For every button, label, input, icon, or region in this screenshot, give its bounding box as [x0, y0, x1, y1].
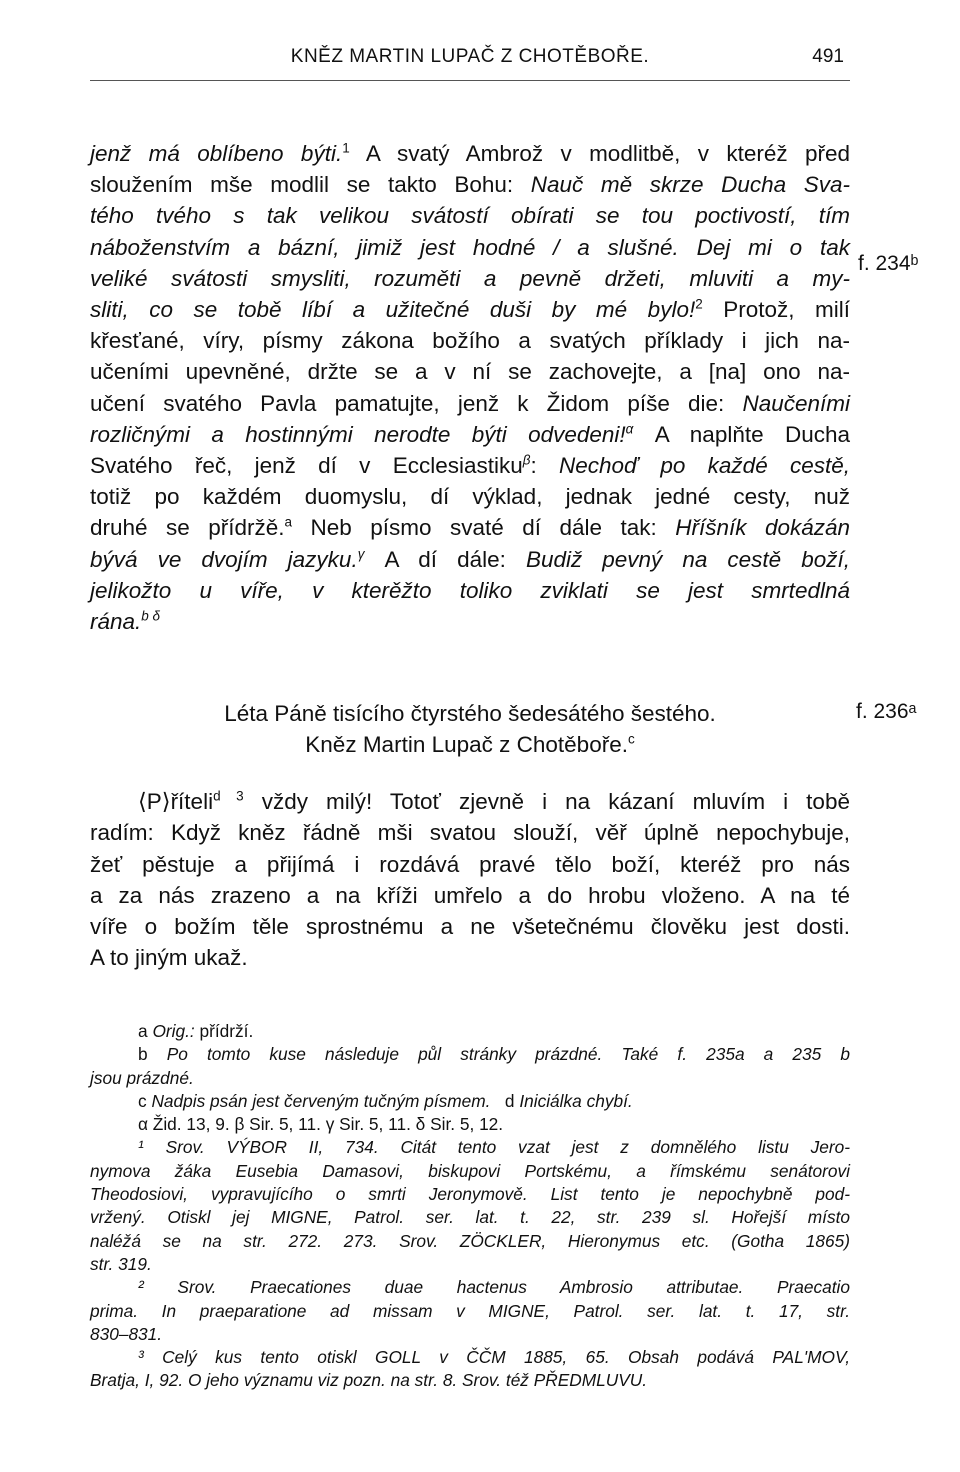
footnote-b: [90, 1043, 850, 1066]
text-line: jelikožto u víře, v kterěžto toliko zviklati se jest smrtedlná: [90, 577, 850, 603]
footnote-mark: d: [504, 1090, 515, 1111]
italic-text: Naučeními: [742, 390, 850, 416]
italic-text: Po tomto kuse následuje půl stránky prázdné. Také f. 235a a 235 b: [166, 1044, 850, 1065]
footnote-1-cont: str. 319.: [90, 1253, 152, 1274]
footnote-3: [90, 1346, 850, 1369]
text-line: učeními upevněné, držte se a v ní se zachovejte, a [na] ono na-: [90, 359, 850, 385]
text: A svatý Ambrož v modlitbě, v kteréž před: [349, 141, 850, 166]
heading-date-line: Léta Páně tisícího čtyrstého šedesátého šestého.: [224, 701, 716, 726]
footnote-mark: ³: [138, 1347, 144, 1368]
italic-text: Iniciálka chybí.: [519, 1090, 633, 1111]
footnote-mark: ²: [138, 1277, 144, 1298]
footnote-ref: b δ: [141, 608, 161, 624]
paragraph-ambroz-prayer: [90, 138, 850, 637]
footnote-1-cont: Theodosiovi, vypravujícího o smrti Jeronymově. List tento je nepochybně pod-: [90, 1184, 850, 1205]
text-line: veliké svátosti smysliti, rozuměti a pevně držeti, mluviti a my-: [90, 265, 850, 291]
footnote-c-d: [90, 1090, 850, 1113]
text-line: [90, 512, 850, 543]
text: Celý kus tento otiskl GOLL v ČČM 1885, 65. Obsah podává PAL'MOV,: [162, 1347, 850, 1368]
text-line: víře o božím těle sprostnému a ne všetečnému člověku jest dosti.: [90, 914, 850, 940]
italic-text: rána.: [90, 609, 142, 635]
italic-text: Nadpis psán jest červeným tučným písmem.: [151, 1090, 491, 1111]
text-line: žeť pěstuje a přijímá i rozdává pravé tělo boží, kteréž pro nás: [90, 851, 850, 877]
footnote-ref: α: [625, 421, 634, 437]
heading-author-line: [90, 729, 850, 760]
text: A dí dále:: [364, 546, 526, 572]
footnote-mark: a: [138, 1021, 148, 1041]
text: Protož, milí: [702, 297, 851, 323]
footnote-1: [90, 1136, 850, 1159]
text: Srov. Praecationes duae hactenus Ambrosio attributae. Praecatio: [177, 1277, 850, 1298]
text-line: [90, 294, 850, 325]
footnote-mark: b: [138, 1044, 148, 1065]
footnote-ref: c: [627, 731, 635, 747]
footnotes: [90, 1020, 850, 1393]
footnote-ref: d 3: [213, 788, 244, 804]
running-title: KNĚZ MARTIN LUPAČ Z CHOTĚBOŘE.: [290, 46, 650, 67]
italic-text: rozličnými a hostinnými nerodte býti odvedeni!: [90, 421, 626, 447]
footnote-ref: 2: [695, 296, 703, 312]
footnote-b-cont: jsou prázdné.: [90, 1067, 194, 1088]
footnote-1-cont: naléžá se na str. 272. 273. Srov. ZÖCKLER, Hieronymus etc. (Gotha 1865): [90, 1230, 850, 1251]
text: Svatého řeč, jenž dí v Ecclesiastiku: [90, 453, 523, 479]
text-line: [90, 450, 850, 481]
text-line: a za nás zrazeno a na kříži umřelo a do hrobu vloženo. A na té: [90, 882, 850, 908]
footnote-mark: ¹: [138, 1137, 144, 1158]
page-number: 491: [812, 46, 844, 67]
footnote-2-cont: 830–831.: [90, 1323, 163, 1344]
italic-text: Nauč mě skrze Ducha Sva-: [530, 172, 850, 198]
text-line: [90, 419, 850, 450]
text: přídrží.: [194, 1021, 254, 1041]
letter-heading: [90, 698, 850, 760]
italic-text: Hříšník dokázán: [675, 515, 851, 541]
text: :: [530, 453, 559, 479]
italic-text: Budiž pevný na cestě boží,: [525, 546, 850, 572]
folio-marginal-note: f. 234ᵇ: [858, 252, 919, 275]
page-header: [90, 40, 850, 81]
italic-text: jenž má oblíbeno býti.: [90, 141, 343, 166]
text-line: totiž po každém duomyslu, dí výklad, jednak jedné cesty, nuž: [90, 484, 850, 510]
footnote-1-cont: nymova žáka Eusebia Damasovi, biskupovi Portskému, a římskému senátorovi: [90, 1160, 850, 1181]
text-line: radím: Když kněz řádně mši svatou slouží, věř úplně nepochybuje,: [90, 820, 850, 846]
italic-text: Orig.:: [152, 1021, 195, 1041]
footnote-ref: β: [522, 452, 531, 468]
text-line: [90, 388, 850, 419]
text: druhé se přídržě.: [90, 515, 285, 541]
text-line: A to jiným ukaž.: [90, 945, 248, 971]
italic-text: sliti, co se tobě líbí a užitečné duši by mé bylo!: [90, 297, 696, 323]
text-line: křesťané, víry, písmy zákona božího a svatých příklady i jich na-: [90, 328, 850, 354]
text: sloužením mše modlil se takto Bohu:: [90, 172, 531, 198]
text-line: [90, 544, 850, 575]
text: Kněz Martin Lupač z Chotěboře.: [305, 732, 628, 757]
text-line: [90, 138, 850, 169]
folio-marginal-note: f. 236ᵃ: [856, 700, 917, 723]
text-line: tého tvého s tak velikou svátostí obírati se tou poctivostí, tím: [90, 203, 850, 229]
text-line: [90, 606, 850, 637]
footnote-1-cont: vržený. Otiskl jej MIGNE, Patrol. ser. lat. t. 22, str. 239 sl. Hořejší místo: [90, 1207, 850, 1228]
italic-text: Nechoď po každé cestě,: [559, 453, 850, 479]
footnote-3-cont: Bratja, I, 92. O jeho významu viz pozn. na str. 8. Srov. též PŘEDMLUVU.: [90, 1370, 648, 1391]
italic-text: bývá ve dvojím jazyku.: [90, 546, 358, 572]
text: Neb písmo svaté dí dále tak:: [292, 515, 676, 541]
footnote-mark: c: [138, 1090, 147, 1111]
text-line: [90, 169, 850, 200]
text: učení svatého Pavla pamatujte, jenž k Židom píše die:: [90, 390, 743, 416]
footnote-ref: γ: [357, 546, 365, 562]
footnote-ref: 1: [342, 140, 350, 156]
footnote-2-cont: prima. In praeparatione ad missam v MIGNE, Patrol. ser. lat. t. 17, str.: [90, 1300, 850, 1321]
text: A naplňte Ducha: [633, 421, 850, 447]
footnote-a: [90, 1020, 850, 1043]
footnote-scripture-refs: α Žid. 13, 9. β Sir. 5, 11. γ Sir. 5, 11. δ Sir. 5, 12.: [138, 1114, 504, 1135]
text: ⟨P⟩říteli: [138, 789, 214, 814]
text-line: [90, 786, 850, 817]
text: vždy milý! Totoť zjevně i na kázaní mluvím i tobě: [243, 789, 850, 814]
letter-body: [90, 786, 850, 974]
footnote-ref: a: [284, 514, 293, 530]
text: Srov. VÝBOR II, 734. Citát tento vzat jest z domnělého listu Jero-: [165, 1137, 850, 1158]
text-line: náboženstvím a bázní, jimiž jest hodné / a slušné. Dej mi o tak: [90, 234, 850, 260]
footnote-2: [90, 1276, 850, 1299]
